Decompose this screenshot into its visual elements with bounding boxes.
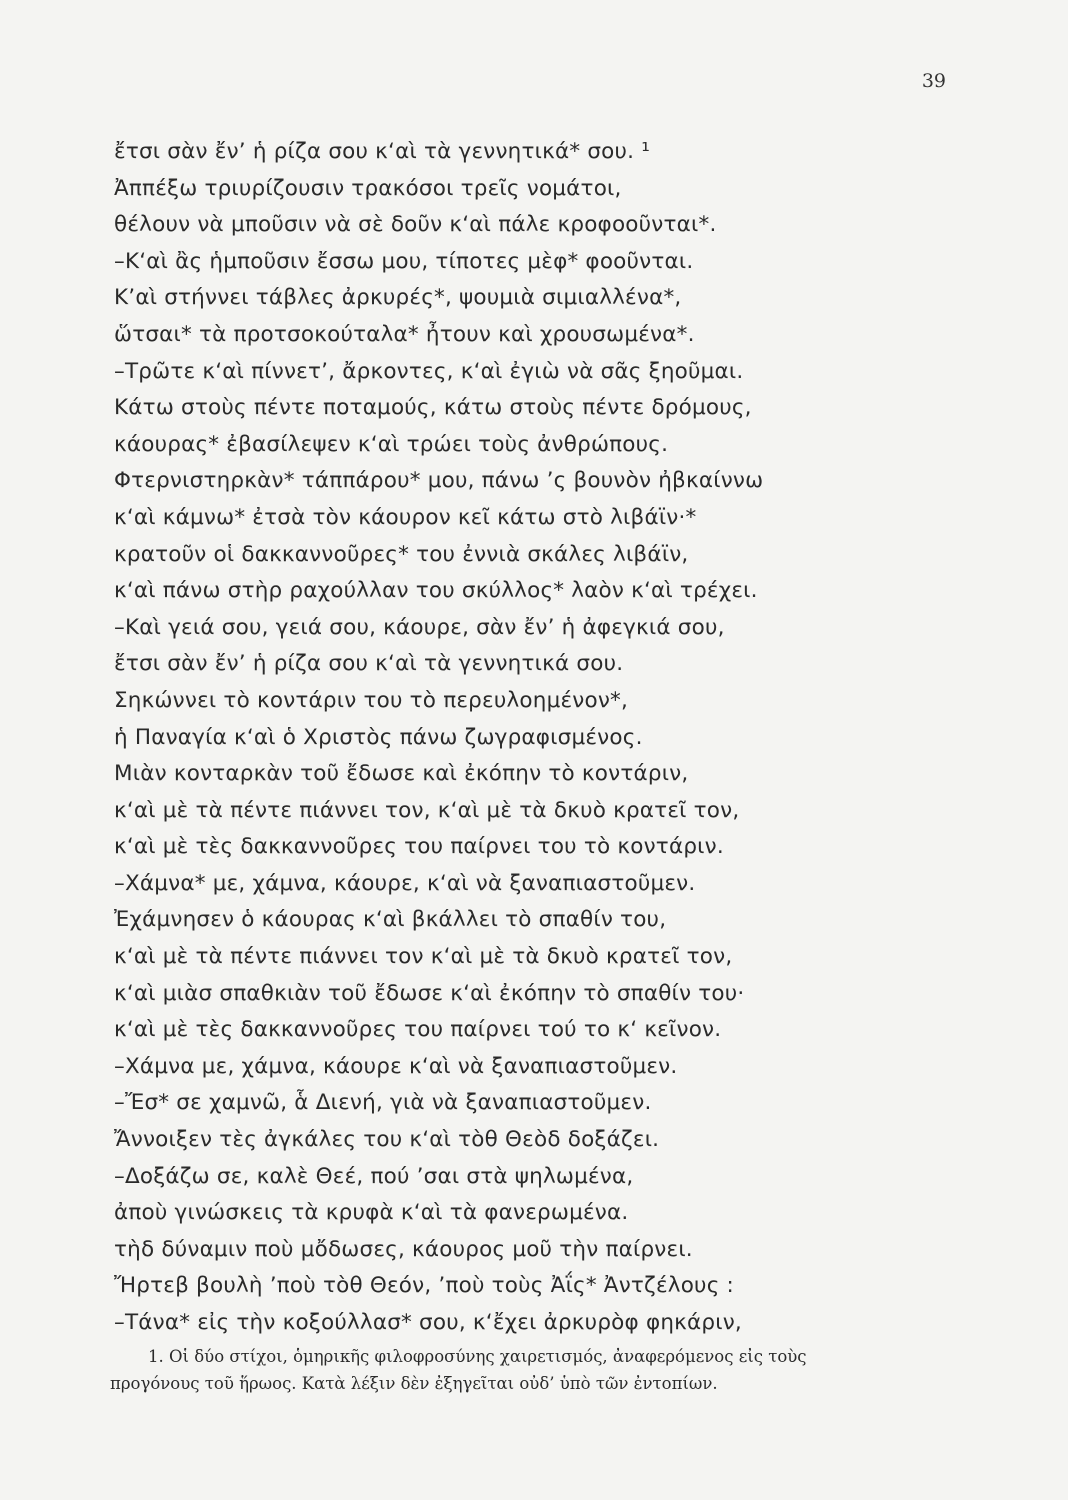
poem-line: ἡ Παναγία κ‘αὶ ὁ Χριστὸς πάνω ζωγραφισμένος.: [114, 724, 643, 750]
poem-line: κ‘αὶ μὲ τὲς δακκαννοῦρες του παίρνει του τὸ κοντάριν.: [114, 834, 724, 860]
poem-line: –Χάμνα* με, χάμνα, κάουρε, κ‘αὶ νὰ ξαναπιαστοῦμεν.: [114, 870, 696, 896]
poem-line: κάουρας* ἐβασίλεψεν κ‘αὶ τρώει τοὺς ἀνθρώπους.: [114, 431, 669, 457]
poem-line: κ‘αὶ μιὰσ σπαθκιὰν τοῦ ἔδωσε κ‘αὶ ἐκόπην τὸ σπαθίν του·: [114, 980, 745, 1006]
poem-line: κρατοῦν οἱ δακκαννοῦρες* του ἐννιὰ σκάλες λιβάϊν,: [114, 541, 689, 567]
poem-line: ἔτσι σὰν ἔν’ ἡ ρίζα σου κ‘αὶ τὰ γεννητικά σου.: [114, 651, 624, 677]
poem-line: ἔτσι σὰν ἔν’ ἡ ρίζα σου κ‘αὶ τὰ γεννητικά* σου. ¹: [114, 139, 651, 164]
poem-line: Μιὰν κονταρκὰν τοῦ ἔδωσε καὶ ἐκόπην τὸ κοντάριν,: [114, 761, 689, 787]
poem-line: –Τάνα* εἰς τὴν κοξούλλασ* σου, κ‘ἔχει ἀρκυρὸφ φηκάριν,: [114, 1310, 742, 1335]
poem-line: Σηκώννει τὸ κοντάριν του τὸ περευλοημένον*,: [114, 687, 629, 713]
poem-line: –Καὶ γειά σου, γειά σου, κάουρε, σὰν ἔν’ ἡ ἀφεγκιά σου,: [114, 614, 725, 640]
poem-line: Κ’αὶ στήννει τάβλες ἀρκυρές*, ψουμιὰ σιμιαλλένα*,: [114, 285, 682, 311]
poem-text: [114, 134, 944, 1342]
poem-line: –Χάμνα με, χάμνα, κάουρε κ‘αὶ νὰ ξαναπιαστοῦμεν.: [114, 1053, 678, 1079]
poem-line: –Ἔσ* σε χαμνῶ, ἇ Διενή, γιὰ νὰ ξαναπιαστοῦμεν.: [114, 1090, 652, 1116]
poem-line: Ἄννοιξεν τὲς ἀγκάλες του κ‘αὶ τὸθ Θεὸδ δοξάζει.: [114, 1127, 660, 1153]
poem-line: Ἤρτεβ βουλὴ ’ποὺ τὸθ Θεόν, ’ποὺ τοὺς Ἀΐς* Ἀντζέλους :: [114, 1273, 734, 1299]
poem-line: θέλουν νὰ μποῦσιν νὰ σὲ δοῦν κ‘αὶ πάλε κροφοοῦνται*.: [114, 212, 717, 238]
poem-line: κ‘αὶ κάμνω* ἐτσὰ τὸν κάουρον κεῖ κάτω στὸ λιβάϊν·*: [114, 504, 697, 530]
poem-line: Ἀππέξω τριυρίζουσιν τρακόσοι τρεῖς νομάτοι,: [114, 175, 622, 201]
poem-line: Φτερνιστηρκὰν* τάππάρου* μου, πάνω ’ς βουνὸν ἠβκαίννω: [114, 468, 764, 494]
poem-line: κ‘αὶ μὲ τὲς δακκαννοῦρες του παίρνει τού το κ‘ κεῖνον.: [114, 1017, 722, 1043]
poem-line: –Κ‘αὶ ἂς ἡμποῦσιν ἔσσω μου, τίποτες μὲφ* φοοῦνται.: [114, 248, 694, 274]
poem-line: τὴδ δύναμιν ποὺ μὄδωσες, κάουρος μοῦ τὴν παίρνει.: [114, 1236, 693, 1262]
footnote: [110, 1343, 970, 1397]
poem-line: –Τρῶτε κ‘αὶ πίννετ’, ἄρκοντες, κ‘αὶ ἐγιὼ νὰ σᾶς ξηοῦμαι.: [114, 358, 744, 384]
poem-line: Κάτω στοὺς πέντε ποταμούς, κάτω στοὺς πέντε δρόμους,: [114, 395, 752, 421]
poem-line: ἀποὺ γινώσκεις τὰ κρυφὰ κ‘αὶ τὰ φανερωμένα.: [114, 1200, 629, 1226]
page-number: 39: [921, 70, 946, 92]
poem-line: ὥτσαι* τὰ προτσοκούταλα* ἦτουν καὶ χρουσωμένα*.: [114, 321, 695, 347]
poem-line: κ‘αὶ πάνω στὴρ ραχούλλαν του σκύλλος* λαὸν κ‘αὶ τρέχει.: [114, 578, 758, 604]
poem-line: κ‘αὶ μὲ τὰ πέντε πιάννει τον, κ‘αὶ μὲ τὰ δκυὸ κρατεῖ τον,: [114, 797, 740, 823]
footnote-line: προγόνους τοῦ ἥρωος. Κατὰ λέξιν δὲν ἐξηγεῖται οὐδ’ ὑπὸ τῶν ἐντοπίων.: [110, 1374, 718, 1393]
poem-line: –Δοξάζω σε, καλὲ Θεέ, πού ’σαι στὰ ψηλωμένα,: [114, 1163, 634, 1189]
poem-line: κ‘αὶ μὲ τὰ πέντε πιάννει τον κ‘αὶ μὲ τὰ δκυὸ κρατεῖ τον,: [114, 944, 733, 970]
poem-line: Ἐχάμνησεν ὁ κάουρας κ‘αὶ βκάλλει τὸ σπαθίν του,: [114, 907, 667, 933]
footnote-line: 1. Οἱ δύο στίχοι, ὁμηρικῆς φιλοφροσύνης χαιρετισμός, ἀναφερόμενος εἰς τοὺς: [148, 1347, 807, 1366]
